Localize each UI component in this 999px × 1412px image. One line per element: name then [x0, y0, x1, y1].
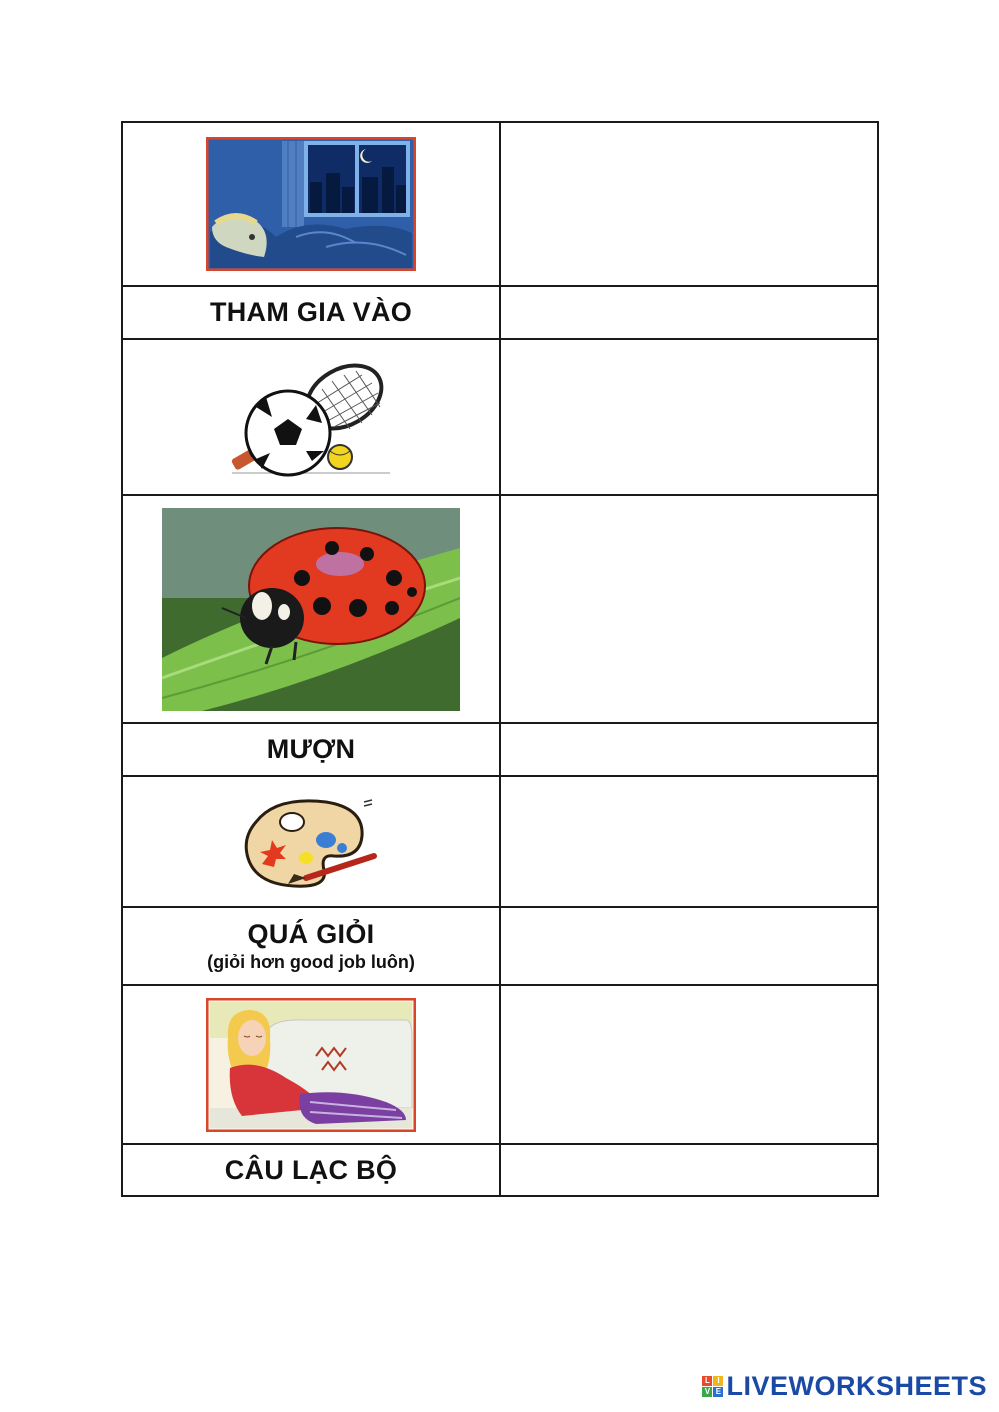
liveworksheets-brand[interactable] [702, 1371, 987, 1402]
picture-cell [122, 985, 500, 1144]
picture-cell [122, 495, 500, 723]
answer-cell[interactable] [500, 286, 878, 339]
table-row [122, 907, 878, 985]
sports-balls-racket-picture [226, 357, 396, 477]
vocab-word-note: (giỏi hơn good job luôn) [207, 952, 415, 972]
answer-cell[interactable] [500, 122, 878, 286]
answer-cell[interactable] [500, 776, 878, 907]
table-row [122, 985, 878, 1144]
table-row [122, 339, 878, 495]
answer-cell[interactable] [500, 495, 878, 723]
vocab-word: MƯỢN [266, 734, 356, 764]
table-row [122, 122, 878, 286]
sick-girl-on-sofa-picture [206, 998, 416, 1132]
word-cell [122, 286, 500, 339]
table-row [122, 1144, 878, 1196]
answer-cell[interactable] [500, 907, 878, 985]
answer-cell[interactable] [500, 985, 878, 1144]
sleeping-at-night-picture [206, 137, 416, 271]
vocab-word: CÂU LẠC BỘ [224, 1154, 398, 1185]
brand-name: LIVEWORKSHEETS [726, 1371, 987, 1401]
answer-cell[interactable] [500, 723, 878, 776]
ladybird-photo [162, 508, 460, 711]
word-cell [122, 1144, 500, 1196]
table-row [122, 776, 878, 907]
table-row [122, 723, 878, 776]
table-row [122, 286, 878, 339]
vocab-word: QUÁ GIỎI [247, 919, 375, 949]
liveworksheets-logo-icon: L I V E [702, 1376, 723, 1397]
paint-palette-picture [236, 792, 386, 892]
answer-cell[interactable] [500, 1144, 878, 1196]
worksheet-table [121, 121, 879, 1197]
answer-cell[interactable] [500, 339, 878, 495]
picture-cell [122, 122, 500, 286]
word-cell [122, 723, 500, 776]
table-row [122, 495, 878, 723]
word-cell [122, 907, 500, 985]
vocab-word: THAM GIA VÀO [209, 297, 413, 327]
picture-cell [122, 776, 500, 907]
picture-cell [122, 339, 500, 495]
